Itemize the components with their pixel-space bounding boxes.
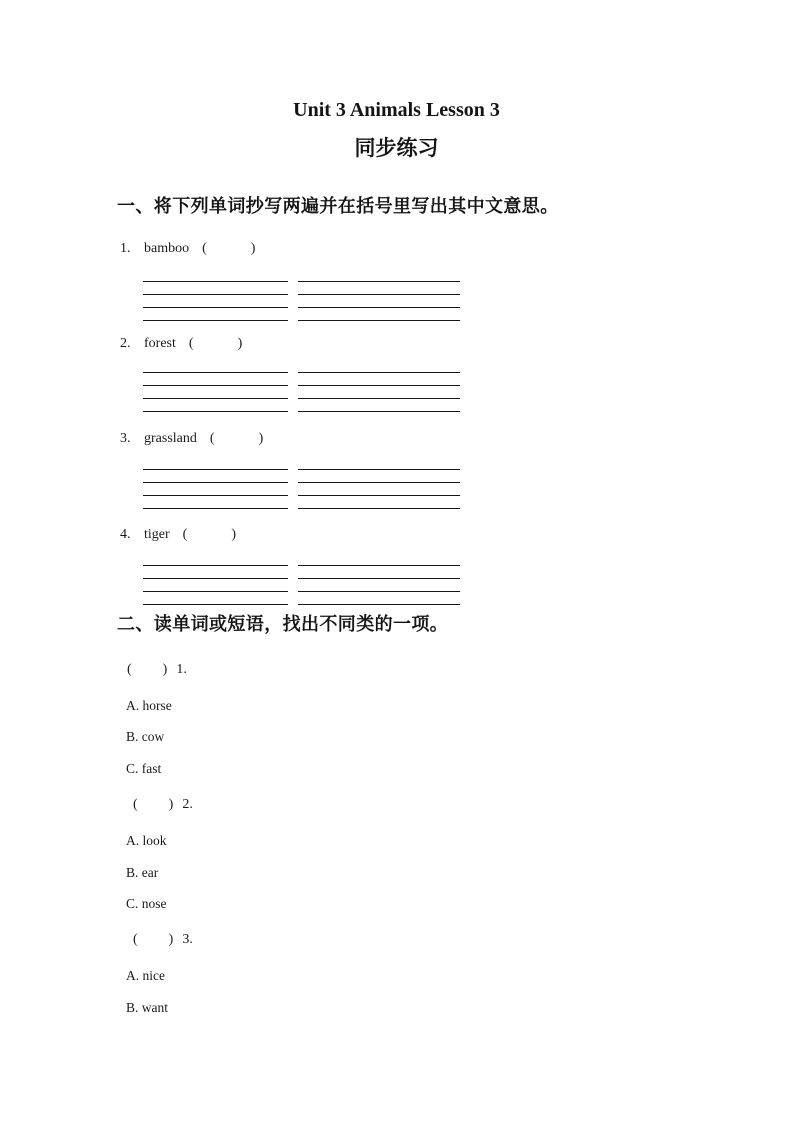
section-one-heading: 一、将下列单词抄写两遍并在括号里写出其中文意思。 [117, 196, 559, 216]
copy-line [298, 320, 460, 333]
paren-open: ( [133, 797, 138, 812]
word-number: 4. [120, 527, 131, 542]
question-2-option-c: C. nose [126, 896, 167, 911]
copy-line [143, 372, 288, 385]
question-3-header [133, 931, 193, 948]
worksheet-subtitle: 同步练习 [354, 137, 439, 160]
copy-line [298, 372, 460, 385]
word-number: 2. [120, 336, 131, 351]
section-two-heading: 二、读单词或短语，找出不同类的一项。 [117, 614, 449, 634]
copy-lines-left-column [143, 565, 288, 617]
copy-line [143, 281, 288, 294]
word-item-1 [120, 240, 255, 257]
copy-line [298, 398, 460, 411]
copy-line [298, 495, 460, 508]
question-1-header [127, 661, 187, 678]
worksheet-title: Unit 3 Animals Lesson 3 [293, 99, 500, 121]
word-item-4 [120, 526, 236, 543]
paren-close: ) [258, 431, 264, 446]
question-number: 1. [176, 662, 187, 677]
copy-line [143, 294, 288, 307]
copy-line [298, 294, 460, 307]
word-text: grassland [144, 431, 197, 446]
paren-close: ) [250, 241, 256, 256]
copy-line [143, 482, 288, 495]
paren-close: ) [168, 932, 174, 947]
word-number: 3. [120, 431, 131, 446]
copy-line [143, 578, 288, 591]
question-1-option-b: B. cow [126, 729, 165, 744]
copy-line [143, 411, 288, 424]
word-item-2 [120, 335, 242, 352]
copy-line [298, 281, 460, 294]
copy-line [298, 578, 460, 591]
question-3-option-a: A. nice [126, 968, 165, 983]
question-2-option-b: B. ear [126, 865, 159, 880]
paren-open: ( [202, 241, 207, 256]
word-item-3 [120, 430, 263, 447]
copy-line [143, 469, 288, 482]
copy-lines-right-column [298, 565, 460, 617]
copy-line [298, 469, 460, 482]
question-3-option-b: B. want [126, 1000, 168, 1015]
copy-line [298, 411, 460, 424]
copy-line [298, 482, 460, 495]
paren-open: ( [133, 932, 138, 947]
paren-close: ) [168, 797, 174, 812]
copy-line [298, 307, 460, 320]
copy-lines-right-column [298, 372, 460, 424]
copy-lines-2 [143, 372, 460, 424]
paren-close: ) [162, 662, 168, 677]
copy-lines-3 [143, 469, 460, 521]
paren-open: ( [209, 431, 215, 446]
paren-open: ( [188, 336, 194, 351]
copy-line [298, 565, 460, 578]
copy-lines-left-column [143, 281, 288, 333]
copy-line [298, 591, 460, 604]
word-text: forest [144, 336, 176, 351]
word-text: tiger [144, 527, 170, 542]
question-2-header [133, 796, 193, 813]
copy-line [143, 495, 288, 508]
question-1-option-a: A. horse [126, 698, 172, 713]
copy-lines-4 [143, 565, 460, 617]
copy-lines-left-column [143, 469, 288, 521]
paren-open: ( [182, 527, 188, 542]
copy-line [143, 385, 288, 398]
copy-line [298, 508, 460, 521]
copy-lines-1 [143, 281, 460, 333]
copy-line [143, 591, 288, 604]
copy-line [143, 508, 288, 521]
copy-line [143, 320, 288, 333]
word-number: 1. [120, 241, 131, 256]
question-2-option-a: A. look [126, 833, 167, 848]
question-number: 3. [182, 932, 193, 947]
copy-line [143, 565, 288, 578]
word-text: bamboo [144, 241, 190, 256]
paren-close: ) [237, 336, 243, 351]
copy-line [143, 398, 288, 411]
copy-lines-right-column [298, 469, 460, 521]
question-number: 2. [182, 797, 193, 812]
copy-lines-left-column [143, 372, 288, 424]
copy-line [298, 385, 460, 398]
paren-close: ) [231, 527, 236, 542]
copy-lines-right-column [298, 281, 460, 333]
paren-open: ( [127, 662, 132, 677]
copy-line [143, 307, 288, 320]
question-1-option-c: C. fast [126, 761, 162, 776]
